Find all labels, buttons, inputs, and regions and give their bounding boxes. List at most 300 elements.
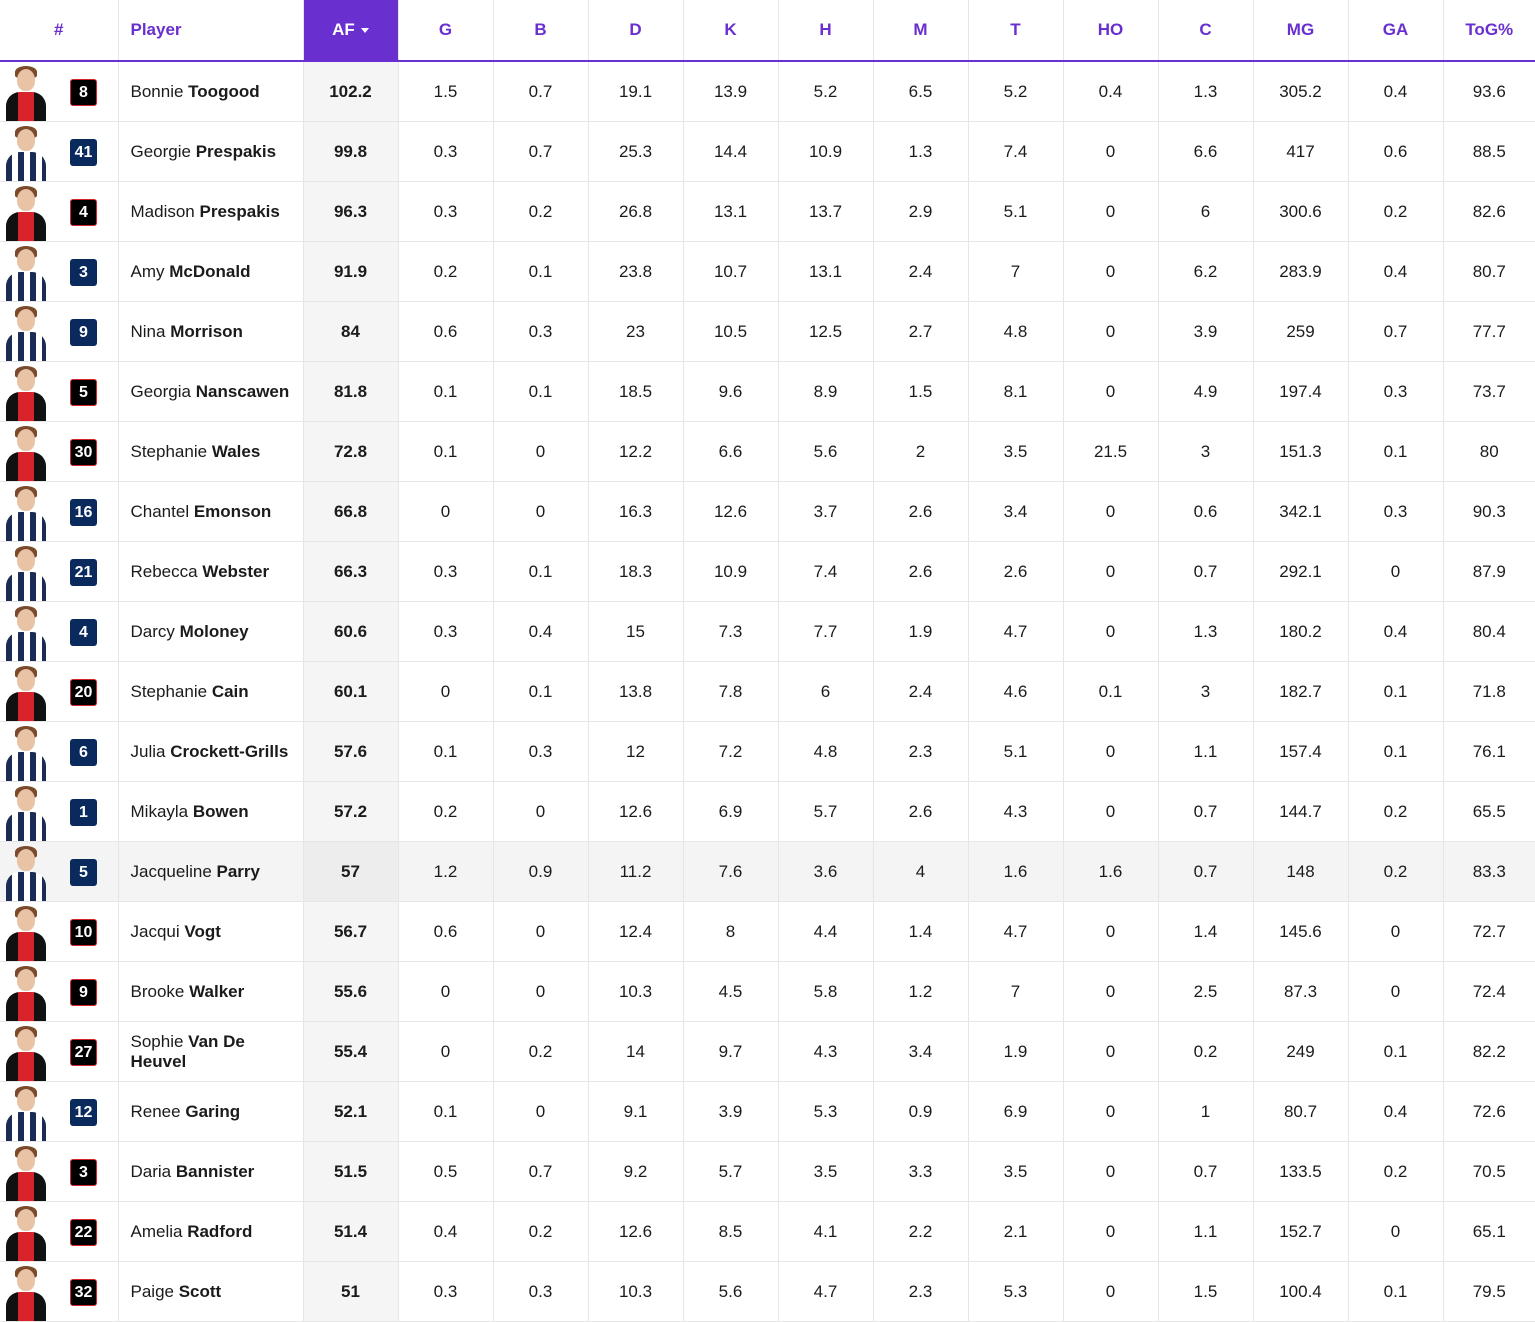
player-avatar	[4, 1085, 48, 1141]
player-avatar	[4, 905, 48, 961]
stat-cell-c: 1.3	[1158, 61, 1253, 122]
stat-cell-ga: 0.1	[1348, 1022, 1443, 1082]
stat-cell-m: 2.4	[873, 662, 968, 722]
jersey-number-badge: 5	[70, 379, 97, 406]
player-number-cell	[0, 122, 118, 182]
stat-cell-ga: 0.4	[1348, 61, 1443, 122]
table-row[interactable]	[0, 602, 1535, 662]
stat-cell-c: 6.6	[1158, 122, 1253, 182]
column-header-label: AF	[332, 20, 355, 39]
stat-cell-d: 13.8	[588, 662, 683, 722]
player-number-cell	[0, 1262, 118, 1322]
stat-cell-af: 96.3	[303, 182, 398, 242]
stat-cell-mg: 300.6	[1253, 182, 1348, 242]
stat-cell-m: 2.9	[873, 182, 968, 242]
column-header-ho[interactable]	[1063, 0, 1158, 61]
stat-cell-ho: 0	[1063, 1142, 1158, 1202]
player-number-cell	[0, 602, 118, 662]
stat-cell-g: 0.4	[398, 1202, 493, 1262]
stat-cell-ho: 0	[1063, 1082, 1158, 1142]
stat-cell-tog: 65.1	[1443, 1202, 1535, 1262]
jersey-number-badge: 1	[70, 799, 97, 826]
player-name-cell[interactable]	[118, 1202, 303, 1262]
stat-cell-c: 0.6	[1158, 482, 1253, 542]
stat-cell-tog: 90.3	[1443, 482, 1535, 542]
stat-cell-tog: 65.5	[1443, 782, 1535, 842]
stat-cell-k: 9.7	[683, 1022, 778, 1082]
column-header-label: ToG%	[1465, 20, 1514, 39]
stat-cell-af: 84	[303, 302, 398, 362]
table-row[interactable]	[0, 1202, 1535, 1262]
stat-cell-ga: 0	[1348, 902, 1443, 962]
stat-cell-ho: 1.6	[1063, 842, 1158, 902]
stat-cell-tog: 80	[1443, 422, 1535, 482]
stat-cell-af: 72.8	[303, 422, 398, 482]
table-row[interactable]	[0, 61, 1535, 122]
stat-cell-d: 15	[588, 602, 683, 662]
stat-cell-mg: 180.2	[1253, 602, 1348, 662]
player-number-cell	[0, 1082, 118, 1142]
stat-cell-h: 12.5	[778, 302, 873, 362]
stat-cell-tog: 82.6	[1443, 182, 1535, 242]
player-name-cell[interactable]	[118, 242, 303, 302]
stat-cell-g: 0.3	[398, 122, 493, 182]
stat-cell-ga: 0.4	[1348, 242, 1443, 302]
stat-cell-tog: 80.7	[1443, 242, 1535, 302]
stat-cell-h: 5.2	[778, 61, 873, 122]
stat-cell-m: 0.9	[873, 1082, 968, 1142]
stat-cell-m: 2	[873, 422, 968, 482]
stat-cell-g: 0	[398, 482, 493, 542]
stat-cell-af: 52.1	[303, 1082, 398, 1142]
stat-cell-mg: 144.7	[1253, 782, 1348, 842]
stat-cell-b: 0.7	[493, 1142, 588, 1202]
stat-cell-b: 0.2	[493, 1202, 588, 1262]
player-name-cell[interactable]	[118, 422, 303, 482]
jersey-number-badge: 9	[70, 319, 97, 346]
stat-cell-m: 1.3	[873, 122, 968, 182]
stat-cell-c: 3	[1158, 422, 1253, 482]
player-first-name: Brooke	[130, 981, 185, 1001]
player-last-name: Wales	[211, 441, 261, 461]
player-name-cell[interactable]	[118, 1142, 303, 1202]
stat-cell-t: 7	[968, 242, 1063, 302]
stat-cell-g: 0.6	[398, 302, 493, 362]
stat-cell-t: 4.6	[968, 662, 1063, 722]
column-header-b[interactable]	[493, 0, 588, 61]
table-row[interactable]	[0, 1082, 1535, 1142]
stat-cell-d: 19.1	[588, 61, 683, 122]
stat-cell-t: 5.1	[968, 722, 1063, 782]
player-first-name: Georgie	[130, 141, 191, 161]
column-header-h[interactable]	[778, 0, 873, 61]
stat-cell-c: 0.7	[1158, 842, 1253, 902]
column-header-t[interactable]	[968, 0, 1063, 61]
column-header-label: M	[913, 20, 928, 39]
stat-cell-t: 5.2	[968, 61, 1063, 122]
jersey-number-badge: 27	[70, 1039, 97, 1066]
player-name-cell[interactable]	[118, 902, 303, 962]
player-name-cell[interactable]	[118, 1022, 303, 1082]
jersey-number-badge: 5	[70, 859, 97, 886]
column-header-g[interactable]	[398, 0, 493, 61]
player-last-name: Parry	[216, 861, 260, 881]
player-avatar	[4, 65, 48, 121]
player-number-cell	[0, 242, 118, 302]
stat-cell-ga: 0.1	[1348, 1262, 1443, 1322]
stat-cell-g: 0.3	[398, 542, 493, 602]
stat-cell-h: 4.3	[778, 1022, 873, 1082]
stat-cell-t: 8.1	[968, 362, 1063, 422]
stat-cell-mg: 151.3	[1253, 422, 1348, 482]
player-name-cell[interactable]	[118, 482, 303, 542]
player-first-name: Stephanie	[130, 441, 208, 461]
player-first-name: Amelia	[130, 1221, 183, 1241]
player-last-name: Walker	[189, 981, 245, 1001]
stat-cell-g: 0.1	[398, 362, 493, 422]
player-first-name: Bonnie	[130, 81, 184, 101]
column-header-label: MG	[1286, 20, 1315, 39]
player-avatar	[4, 1025, 48, 1081]
table-row[interactable]	[0, 182, 1535, 242]
jersey-number-badge: 4	[70, 619, 97, 646]
stat-cell-t: 3.5	[968, 1142, 1063, 1202]
stat-cell-m: 2.6	[873, 482, 968, 542]
stat-cell-b: 0.1	[493, 662, 588, 722]
stat-cell-m: 3.4	[873, 1022, 968, 1082]
stat-cell-ga: 0.1	[1348, 422, 1443, 482]
stat-cell-tog: 83.3	[1443, 842, 1535, 902]
stat-cell-mg: 87.3	[1253, 962, 1348, 1022]
stat-cell-k: 10.5	[683, 302, 778, 362]
stat-cell-m: 2.6	[873, 782, 968, 842]
table-row[interactable]	[0, 122, 1535, 182]
stat-cell-mg: 292.1	[1253, 542, 1348, 602]
stat-cell-ho: 0.1	[1063, 662, 1158, 722]
column-header-label: T	[1010, 20, 1021, 39]
stat-cell-d: 14	[588, 1022, 683, 1082]
player-first-name: Madison	[130, 201, 195, 221]
stat-cell-c: 1.5	[1158, 1262, 1253, 1322]
stat-cell-k: 7.6	[683, 842, 778, 902]
stat-cell-m: 1.2	[873, 962, 968, 1022]
stat-cell-h: 3.7	[778, 482, 873, 542]
stat-cell-c: 3	[1158, 662, 1253, 722]
stat-cell-tog: 72.7	[1443, 902, 1535, 962]
stat-cell-c: 1.1	[1158, 1202, 1253, 1262]
stat-cell-h: 6	[778, 662, 873, 722]
stat-cell-b: 0.3	[493, 302, 588, 362]
stat-cell-g: 0.3	[398, 182, 493, 242]
player-number-cell	[0, 362, 118, 422]
stat-cell-t: 7	[968, 962, 1063, 1022]
player-last-name: Scott	[178, 1281, 222, 1301]
player-first-name: Renee	[130, 1101, 181, 1121]
stat-cell-ho: 0.4	[1063, 61, 1158, 122]
player-avatar	[4, 1145, 48, 1201]
player-name-cell[interactable]	[118, 842, 303, 902]
stat-cell-af: 66.3	[303, 542, 398, 602]
table-row[interactable]	[0, 782, 1535, 842]
jersey-number-badge: 3	[70, 259, 97, 286]
table-row[interactable]	[0, 722, 1535, 782]
stat-cell-m: 2.6	[873, 542, 968, 602]
player-name-cell[interactable]	[118, 722, 303, 782]
jersey-number-badge: 3	[70, 1159, 97, 1186]
stat-cell-t: 4.7	[968, 602, 1063, 662]
stat-cell-t: 3.4	[968, 482, 1063, 542]
stat-cell-ga: 0.1	[1348, 722, 1443, 782]
player-name-cell[interactable]	[118, 1082, 303, 1142]
stat-cell-tog: 87.9	[1443, 542, 1535, 602]
player-last-name: Toogood	[188, 81, 260, 101]
stat-cell-af: 57.2	[303, 782, 398, 842]
player-first-name: Paige	[130, 1281, 174, 1301]
column-header-player[interactable]	[118, 0, 303, 61]
player-name-cell[interactable]	[118, 782, 303, 842]
player-name-cell[interactable]	[118, 61, 303, 122]
stat-cell-k: 12.6	[683, 482, 778, 542]
stat-cell-b: 0.4	[493, 602, 588, 662]
table-row[interactable]	[0, 902, 1535, 962]
stat-cell-d: 18.5	[588, 362, 683, 422]
table-row[interactable]	[0, 1262, 1535, 1322]
stat-cell-ho: 0	[1063, 122, 1158, 182]
stat-cell-h: 4.7	[778, 1262, 873, 1322]
stat-cell-g: 0.2	[398, 242, 493, 302]
stat-cell-h: 5.7	[778, 782, 873, 842]
stat-cell-ho: 0	[1063, 1022, 1158, 1082]
stat-cell-h: 3.5	[778, 1142, 873, 1202]
stat-cell-c: 4.9	[1158, 362, 1253, 422]
player-name-cell[interactable]	[118, 122, 303, 182]
stat-cell-ho: 21.5	[1063, 422, 1158, 482]
column-header-af[interactable]	[303, 0, 398, 61]
table-row[interactable]	[0, 362, 1535, 422]
stat-cell-g: 0.1	[398, 422, 493, 482]
player-first-name: Daria	[130, 1161, 172, 1181]
table-row[interactable]	[0, 842, 1535, 902]
stat-cell-k: 10.9	[683, 542, 778, 602]
stat-cell-ho: 0	[1063, 1202, 1158, 1262]
stat-cell-c: 0.7	[1158, 542, 1253, 602]
player-avatar	[4, 485, 48, 541]
player-name-cell[interactable]	[118, 1262, 303, 1322]
stat-cell-h: 4.1	[778, 1202, 873, 1262]
player-first-name: Julia	[130, 741, 166, 761]
player-name-cell[interactable]	[118, 962, 303, 1022]
stat-cell-ho: 0	[1063, 482, 1158, 542]
stat-cell-g: 0.3	[398, 1262, 493, 1322]
stat-cell-k: 10.7	[683, 242, 778, 302]
stat-cell-d: 11.2	[588, 842, 683, 902]
stat-cell-c: 1.3	[1158, 602, 1253, 662]
player-number-cell	[0, 1142, 118, 1202]
stat-cell-tog: 80.4	[1443, 602, 1535, 662]
table-row[interactable]	[0, 962, 1535, 1022]
stat-cell-t: 3.5	[968, 422, 1063, 482]
stat-cell-t: 2.6	[968, 542, 1063, 602]
player-last-name: Moloney	[179, 621, 249, 641]
stat-cell-k: 7.3	[683, 602, 778, 662]
player-name-cell[interactable]	[118, 182, 303, 242]
stat-cell-m: 2.2	[873, 1202, 968, 1262]
stat-cell-ho: 0	[1063, 242, 1158, 302]
stat-cell-ho: 0	[1063, 302, 1158, 362]
stat-cell-k: 9.6	[683, 362, 778, 422]
player-number-cell	[0, 902, 118, 962]
table-row[interactable]	[0, 662, 1535, 722]
player-name-cell[interactable]	[118, 542, 303, 602]
player-avatar	[4, 665, 48, 721]
table-row[interactable]	[0, 422, 1535, 482]
player-avatar	[4, 725, 48, 781]
stat-cell-ga: 0.2	[1348, 782, 1443, 842]
table-row[interactable]	[0, 1022, 1535, 1082]
jersey-number-badge: 30	[70, 439, 97, 466]
player-avatar	[4, 1205, 48, 1261]
table-row[interactable]	[0, 542, 1535, 602]
stat-cell-b: 0.2	[493, 182, 588, 242]
player-name-cell[interactable]	[118, 302, 303, 362]
table-row[interactable]	[0, 302, 1535, 362]
stat-cell-h: 4.8	[778, 722, 873, 782]
stat-cell-ho: 0	[1063, 962, 1158, 1022]
stat-cell-ho: 0	[1063, 602, 1158, 662]
player-first-name: Darcy	[130, 621, 175, 641]
stat-cell-ho: 0	[1063, 362, 1158, 422]
table-row[interactable]	[0, 242, 1535, 302]
stat-cell-d: 25.3	[588, 122, 683, 182]
stat-cell-g: 0	[398, 1022, 493, 1082]
stat-cell-k: 3.9	[683, 1082, 778, 1142]
player-first-name: Chantel	[130, 501, 190, 521]
stat-cell-g: 0	[398, 662, 493, 722]
player-number-cell	[0, 482, 118, 542]
player-last-name: Van De Heuvel	[130, 1031, 245, 1071]
player-first-name: Georgia	[130, 381, 191, 401]
player-name-cell[interactable]	[118, 662, 303, 722]
stat-cell-b: 0	[493, 782, 588, 842]
player-avatar	[4, 1265, 48, 1321]
stat-cell-ho: 0	[1063, 722, 1158, 782]
stat-cell-tog: 93.6	[1443, 61, 1535, 122]
stat-cell-tog: 72.4	[1443, 962, 1535, 1022]
stat-cell-g: 0	[398, 962, 493, 1022]
stat-cell-t: 6.9	[968, 1082, 1063, 1142]
stat-cell-k: 5.7	[683, 1142, 778, 1202]
stat-cell-ga: 0.2	[1348, 1142, 1443, 1202]
stat-cell-af: 57.6	[303, 722, 398, 782]
stat-cell-b: 0	[493, 902, 588, 962]
player-name-cell[interactable]	[118, 362, 303, 422]
jersey-number-badge: 41	[70, 139, 97, 166]
player-avatar	[4, 185, 48, 241]
stat-cell-k: 7.2	[683, 722, 778, 782]
stat-cell-ga: 0.6	[1348, 122, 1443, 182]
table-row[interactable]	[0, 482, 1535, 542]
player-last-name: Bannister	[175, 1161, 255, 1181]
stat-cell-k: 4.5	[683, 962, 778, 1022]
player-number-cell	[0, 1022, 118, 1082]
stat-cell-d: 9.1	[588, 1082, 683, 1142]
stat-cell-c: 1.4	[1158, 902, 1253, 962]
stat-cell-h: 8.9	[778, 362, 873, 422]
stat-cell-mg: 249	[1253, 1022, 1348, 1082]
table-row[interactable]	[0, 1142, 1535, 1202]
stat-cell-mg: 148	[1253, 842, 1348, 902]
stat-cell-c: 6.2	[1158, 242, 1253, 302]
stat-cell-b: 0.3	[493, 1262, 588, 1322]
column-header-label: Player	[130, 20, 182, 39]
stat-cell-c: 0.2	[1158, 1022, 1253, 1082]
stat-cell-mg: 80.7	[1253, 1082, 1348, 1142]
stat-cell-k: 6.9	[683, 782, 778, 842]
stat-cell-tog: 82.2	[1443, 1022, 1535, 1082]
stat-cell-af: 66.8	[303, 482, 398, 542]
player-number-cell	[0, 782, 118, 842]
stat-cell-t: 5.3	[968, 1262, 1063, 1322]
stat-cell-h: 13.1	[778, 242, 873, 302]
column-header-d[interactable]	[588, 0, 683, 61]
stat-cell-af: 60.1	[303, 662, 398, 722]
player-avatar	[4, 245, 48, 301]
stat-cell-ga: 0	[1348, 1202, 1443, 1262]
stat-cell-d: 10.3	[588, 1262, 683, 1322]
stat-cell-b: 0.3	[493, 722, 588, 782]
stat-cell-b: 0.1	[493, 542, 588, 602]
stat-cell-c: 0.7	[1158, 782, 1253, 842]
stat-cell-mg: 283.9	[1253, 242, 1348, 302]
stat-cell-ga: 0.3	[1348, 362, 1443, 422]
column-header-m[interactable]	[873, 0, 968, 61]
stat-cell-c: 3.9	[1158, 302, 1253, 362]
stat-cell-d: 23.8	[588, 242, 683, 302]
column-header-label: HO	[1097, 20, 1124, 39]
stat-cell-g: 0.5	[398, 1142, 493, 1202]
stat-cell-k: 13.1	[683, 182, 778, 242]
column-header-num[interactable]	[0, 0, 118, 61]
stat-cell-m: 2.4	[873, 242, 968, 302]
stat-cell-m: 2.7	[873, 302, 968, 362]
stat-cell-af: 51.5	[303, 1142, 398, 1202]
stat-cell-k: 5.6	[683, 1262, 778, 1322]
column-header-ga[interactable]	[1348, 0, 1443, 61]
stat-cell-b: 0.1	[493, 242, 588, 302]
stat-cell-ho: 0	[1063, 182, 1158, 242]
stat-cell-ho: 0	[1063, 902, 1158, 962]
stat-cell-mg: 182.7	[1253, 662, 1348, 722]
player-last-name: Garing	[185, 1101, 241, 1121]
stat-cell-g: 1.2	[398, 842, 493, 902]
player-name-cell[interactable]	[118, 602, 303, 662]
column-header-mg[interactable]	[1253, 0, 1348, 61]
stat-cell-c: 1.1	[1158, 722, 1253, 782]
column-header-label: B	[534, 20, 547, 39]
player-number-cell	[0, 842, 118, 902]
player-avatar	[4, 125, 48, 181]
stat-cell-c: 0.7	[1158, 1142, 1253, 1202]
column-header-k[interactable]	[683, 0, 778, 61]
column-header-tog[interactable]	[1443, 0, 1535, 61]
column-header-label: K	[724, 20, 737, 39]
stat-cell-b: 0	[493, 962, 588, 1022]
column-header-label: D	[629, 20, 642, 39]
column-header-c[interactable]	[1158, 0, 1253, 61]
stat-cell-mg: 259	[1253, 302, 1348, 362]
stat-cell-g: 0.6	[398, 902, 493, 962]
stat-cell-m: 4	[873, 842, 968, 902]
